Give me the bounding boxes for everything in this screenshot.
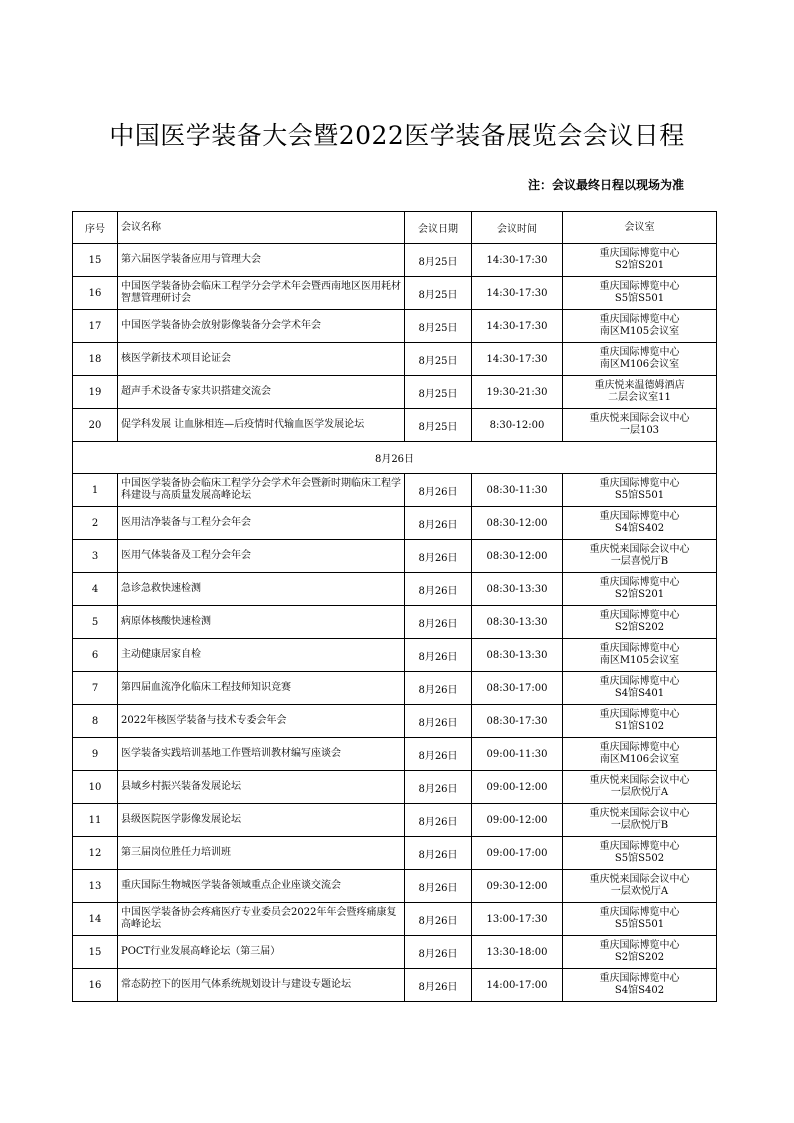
cell-time: 08:30-17:00: [472, 672, 563, 705]
table-row: [73, 837, 717, 870]
table-row: [73, 639, 717, 672]
room-hall: S5馆S502: [614, 853, 665, 864]
cell-room: [563, 244, 717, 277]
cell-no: 3: [73, 540, 118, 573]
cell-time: 14:00-17:00: [472, 969, 563, 1002]
room-hall: S1馆S102: [614, 721, 665, 732]
cell-name: 第四届血流净化临床工程技师知识竞赛: [118, 672, 405, 705]
header-name: 会议名称: [118, 212, 405, 244]
cell-name: 常态防控下的医用气体系统规划设计与建设专题论坛: [118, 969, 405, 1002]
cell-time: 8:30-12:00: [472, 409, 563, 442]
cell-name: 第三届岗位胜任力培训班: [118, 837, 405, 870]
cell-room: [563, 606, 717, 639]
cell-time: 14:30-17:30: [472, 343, 563, 376]
cell-time: 09:00-17:00: [472, 837, 563, 870]
room-hall: S4馆S402: [614, 985, 665, 996]
cell-name: 促学科发展 让血脉相连—后疫情时代输血医学发展论坛: [118, 409, 405, 442]
cell-name: 2022年核医学装备与技术专委会年会: [118, 705, 405, 738]
cell-date: 8月26日: [405, 639, 472, 672]
group2-body: [73, 474, 717, 1002]
room-venue: 重庆国际博览中心: [599, 281, 680, 292]
cell-name: 病原体核酸快速检测: [118, 606, 405, 639]
schedule-note: 注：会议最终日程以现场为准: [527, 178, 684, 192]
cell-date: 8月26日: [405, 837, 472, 870]
cell-room: [563, 474, 717, 507]
cell-name: 医学装备实践培训基地工作暨培训教材编写座谈会: [118, 738, 405, 771]
cell-date: 8月26日: [405, 540, 472, 573]
table-header-row: [73, 212, 717, 244]
day-divider: [73, 442, 717, 474]
room-venue: 重庆国际博览中心: [599, 577, 680, 588]
group1-body: [73, 244, 717, 442]
room-venue: 重庆国际博览中心: [599, 347, 680, 358]
cell-no: 15: [73, 244, 118, 277]
table-row: [73, 376, 717, 409]
room-hall: 一层喜悦厅B: [610, 556, 669, 567]
table-row: [73, 474, 717, 507]
day-label: 8月26日: [73, 442, 717, 474]
table-row: [73, 409, 717, 442]
room-hall: 一层欣悦厅B: [610, 820, 669, 831]
schedule-table: [72, 211, 717, 1002]
table-row: [73, 936, 717, 969]
header-date: 会议日期: [405, 212, 472, 244]
table-row: [73, 870, 717, 903]
cell-room: [563, 343, 717, 376]
cell-date: 8月25日: [405, 409, 472, 442]
cell-date: 8月26日: [405, 969, 472, 1002]
room-venue: 重庆国际博览中心: [599, 940, 680, 951]
cell-name: 中国医学装备协会临床工程学分会学术年会暨西南地区医用耗材智慧管理研讨会: [118, 277, 405, 310]
room-hall: S4馆S401: [614, 688, 665, 699]
cell-date: 8月25日: [405, 310, 472, 343]
cell-time: 08:30-17:30: [472, 705, 563, 738]
cell-time: 08:30-13:30: [472, 606, 563, 639]
room-venue: 重庆国际博览中心: [599, 478, 680, 489]
room-venue: 重庆悦来国际会议中心: [589, 775, 690, 786]
cell-name: 主动健康居家自检: [118, 639, 405, 672]
header-no: 序号: [73, 212, 118, 244]
room-hall: S5馆S501: [614, 490, 665, 501]
room-hall: S2馆S202: [614, 622, 665, 633]
room-hall: 南区M106会议室: [599, 359, 680, 370]
room-hall: 二层会议室11: [608, 392, 671, 403]
table-row: [73, 540, 717, 573]
cell-name: 超声手术设备专家共识搭建交流会: [118, 376, 405, 409]
cell-room: [563, 310, 717, 343]
cell-no: 13: [73, 870, 118, 903]
cell-date: 8月26日: [405, 474, 472, 507]
room-venue: 重庆国际博览中心: [599, 973, 680, 984]
room-hall: S5馆S501: [614, 293, 665, 304]
room-venue: 重庆国际博览中心: [599, 841, 680, 852]
table-row: [73, 771, 717, 804]
cell-time: 14:30-17:30: [472, 310, 563, 343]
cell-no: 12: [73, 837, 118, 870]
cell-time: 14:30-17:30: [472, 277, 563, 310]
cell-time: 13:30-18:00: [472, 936, 563, 969]
cell-no: 11: [73, 804, 118, 837]
cell-no: 6: [73, 639, 118, 672]
cell-room: [563, 771, 717, 804]
cell-name: 核医学新技术项目论证会: [118, 343, 405, 376]
room-venue: 重庆悦来国际会议中心: [589, 544, 690, 555]
cell-no: 2: [73, 507, 118, 540]
room-venue: 重庆国际博览中心: [599, 314, 680, 325]
room-hall: S5馆S501: [614, 919, 665, 930]
cell-name: 县域乡村振兴装备发展论坛: [118, 771, 405, 804]
cell-time: 09:00-11:30: [472, 738, 563, 771]
cell-date: 8月26日: [405, 771, 472, 804]
cell-room: [563, 936, 717, 969]
cell-time: 13:00-17:30: [472, 903, 563, 936]
table-row: [73, 606, 717, 639]
cell-date: 8月26日: [405, 573, 472, 606]
cell-name: 医用洁净装备与工程分会年会: [118, 507, 405, 540]
cell-room: [563, 969, 717, 1002]
cell-date: 8月26日: [405, 870, 472, 903]
room-venue: 重庆国际博览中心: [599, 511, 680, 522]
cell-no: 9: [73, 738, 118, 771]
cell-room: [563, 409, 717, 442]
cell-room: [563, 376, 717, 409]
cell-time: 08:30-13:30: [472, 573, 563, 606]
day-row: [73, 442, 717, 474]
room-hall: S2馆S202: [614, 952, 665, 963]
room-venue: 重庆国际博览中心: [599, 248, 680, 259]
cell-date: 8月26日: [405, 507, 472, 540]
cell-no: 7: [73, 672, 118, 705]
cell-name: 第六届医学装备应用与管理大会: [118, 244, 405, 277]
cell-time: 09:00-12:00: [472, 771, 563, 804]
cell-room: [563, 573, 717, 606]
table-row: [73, 507, 717, 540]
table-row: [73, 343, 717, 376]
cell-time: 09:30-12:00: [472, 870, 563, 903]
cell-room: [563, 903, 717, 936]
table-row: [73, 738, 717, 771]
cell-time: 14:30-17:30: [472, 244, 563, 277]
cell-room: [563, 870, 717, 903]
cell-no: 8: [73, 705, 118, 738]
header-room: 会议室: [563, 212, 717, 244]
cell-no: 1: [73, 474, 118, 507]
cell-name: 中国医学装备协会放射影像装备分会学术年会: [118, 310, 405, 343]
cell-date: 8月25日: [405, 376, 472, 409]
cell-date: 8月26日: [405, 672, 472, 705]
cell-no: 15: [73, 936, 118, 969]
cell-date: 8月26日: [405, 804, 472, 837]
cell-no: 17: [73, 310, 118, 343]
room-venue: 重庆国际博览中心: [599, 907, 680, 918]
cell-name: 重庆国际生物城医学装备领域重点企业座谈交流会: [118, 870, 405, 903]
cell-no: 5: [73, 606, 118, 639]
cell-date: 8月26日: [405, 738, 472, 771]
cell-room: [563, 540, 717, 573]
cell-no: 18: [73, 343, 118, 376]
cell-name: 中国医学装备协会临床工程学分会学术年会暨新时期临床工程学科建设与高质量发展高峰论坛: [118, 474, 405, 507]
cell-no: 4: [73, 573, 118, 606]
cell-room: [563, 277, 717, 310]
cell-no: 10: [73, 771, 118, 804]
room-hall: S4馆S402: [614, 523, 665, 534]
cell-date: 8月26日: [405, 606, 472, 639]
table-row: [73, 705, 717, 738]
room-hall: 一层欣悦厅A: [610, 787, 669, 798]
table-row: [73, 903, 717, 936]
room-venue: 重庆悦来国际会议中心: [589, 808, 690, 819]
cell-date: 8月26日: [405, 705, 472, 738]
cell-no: 16: [73, 277, 118, 310]
table-row: [73, 804, 717, 837]
header-time: 会议时间: [472, 212, 563, 244]
cell-no: 20: [73, 409, 118, 442]
room-venue: 重庆国际博览中心: [599, 742, 680, 753]
cell-no: 16: [73, 969, 118, 1002]
room-hall: 南区M105会议室: [599, 655, 680, 666]
table-row: [73, 672, 717, 705]
room-hall: 一层欢悦厅A: [610, 886, 669, 897]
cell-time: 09:00-12:00: [472, 804, 563, 837]
cell-name: 急诊急救快速检测: [118, 573, 405, 606]
room-venue: 重庆国际博览中心: [599, 709, 680, 720]
cell-date: 8月25日: [405, 277, 472, 310]
room-hall: S2馆S201: [614, 260, 665, 271]
table-row: [73, 573, 717, 606]
room-venue: 重庆悦来国际会议中心: [589, 874, 690, 885]
cell-time: 19:30-21:30: [472, 376, 563, 409]
room-hall: S2馆S201: [614, 589, 665, 600]
cell-name: POCT行业发展高峰论坛（第三届）: [118, 936, 405, 969]
table-row: [73, 310, 717, 343]
cell-room: [563, 804, 717, 837]
cell-date: 8月25日: [405, 244, 472, 277]
cell-date: 8月26日: [405, 936, 472, 969]
cell-date: 8月26日: [405, 903, 472, 936]
room-hall: 南区M105会议室: [599, 326, 680, 337]
cell-no: 14: [73, 903, 118, 936]
page-title: 中国医学装备大会暨2022医学装备展览会会议日程: [109, 121, 685, 150]
room-venue: 重庆悦来国际会议中心: [589, 413, 690, 424]
cell-date: 8月25日: [405, 343, 472, 376]
room-venue: 重庆国际博览中心: [599, 676, 680, 687]
cell-time: 08:30-11:30: [472, 474, 563, 507]
cell-room: [563, 507, 717, 540]
cell-time: 08:30-13:30: [472, 639, 563, 672]
cell-room: [563, 639, 717, 672]
table-row: [73, 277, 717, 310]
cell-time: 08:30-12:00: [472, 540, 563, 573]
cell-time: 08:30-12:00: [472, 507, 563, 540]
room-venue: 重庆国际博览中心: [599, 610, 680, 621]
room-hall: 南区M106会议室: [599, 754, 680, 765]
cell-room: [563, 738, 717, 771]
cell-room: [563, 837, 717, 870]
room-venue: 重庆国际博览中心: [599, 643, 680, 654]
room-venue: 重庆悦来温德姆酒店: [594, 380, 685, 391]
room-hall: 一层103: [619, 425, 660, 436]
cell-name: 县级医院医学影像发展论坛: [118, 804, 405, 837]
table-row: [73, 969, 717, 1002]
table-row: [73, 244, 717, 277]
cell-no: 19: [73, 376, 118, 409]
cell-room: [563, 705, 717, 738]
cell-name: 医用气体装备及工程分会年会: [118, 540, 405, 573]
cell-name: 中国医学装备协会疼痛医疗专业委员会2022年年会暨疼痛康复高峰论坛: [118, 903, 405, 936]
cell-room: [563, 672, 717, 705]
